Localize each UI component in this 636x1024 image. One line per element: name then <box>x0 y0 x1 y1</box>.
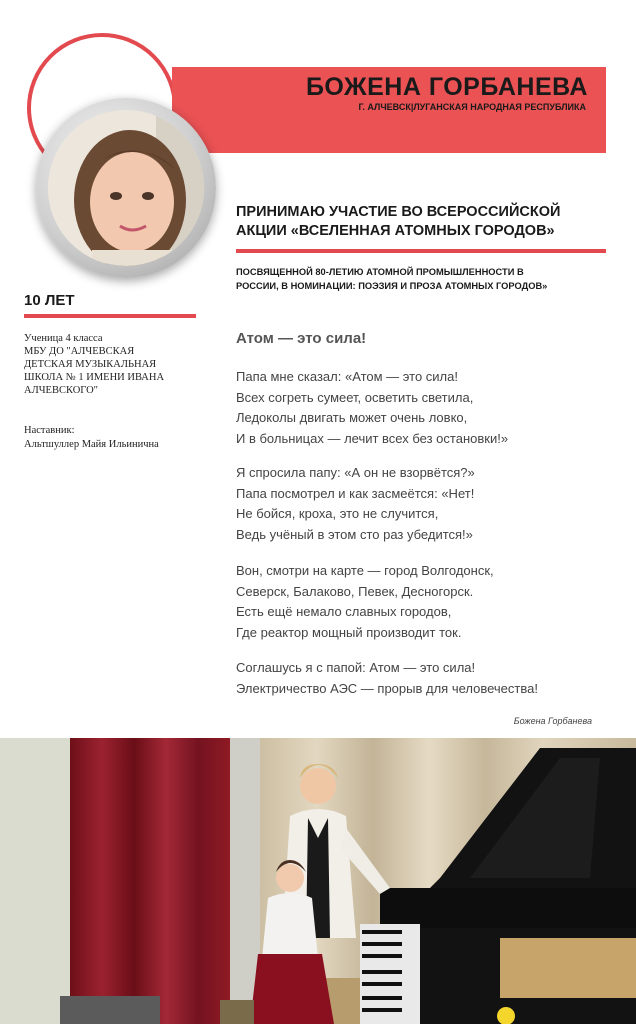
mentor-label: Наставник: <box>24 425 75 436</box>
event-dedication <box>236 265 608 293</box>
event-heading <box>236 203 608 241</box>
dedication-line1: ПОСВЯЩЕННОЙ 80-ЛЕТИЮ АТОМНОЙ ПРОМЫШЛЕННОСТИ В <box>236 267 524 277</box>
poem-line: Где реактор мощный производит ток. <box>236 624 462 640</box>
student-line: Ученица 4 класса <box>24 333 103 344</box>
age-divider <box>24 314 196 318</box>
event-heading-line1: ПРИНИМАЮ УЧАСТИЕ ВО ВСЕРОССИЙСКОЙ <box>236 204 561 220</box>
portrait-photo <box>48 110 204 266</box>
poem-line: Папа посмотрел и как засмеётся: «Нет! <box>236 485 475 501</box>
participant-location: Г. АЛЧЕВСК|ЛУГАНСКАЯ НАРОДНАЯ РЕСПУБЛИКА <box>358 102 586 112</box>
poem-stanza <box>236 658 616 699</box>
dedication-line2: РОССИИ, В НОМИНАЦИИ: ПОЭЗИЯ И ПРОЗА АТОМНЫХ ГОРОДОВ» <box>236 281 548 291</box>
poem-line: Ледоколы двигать может очень ловко, <box>236 410 468 425</box>
mentor-name: Альтшуллер Майя Ильинична <box>24 439 159 450</box>
participant-name: БОЖЕНА ГОРБАНЕВА <box>305 73 588 101</box>
portrait-illustration <box>48 110 204 266</box>
poem-signature: Божена Горбанева <box>513 716 592 726</box>
student-line: ШКОЛА № 1 ИМЕНИ ИВАНА <box>24 372 165 383</box>
poem-title: Атом — это сила! <box>236 330 367 347</box>
poem-line: Вон, смотри на карте — город Волгодонск, <box>236 563 494 578</box>
poem-line: Папа мне сказал: «Атом — это сила! <box>236 369 458 384</box>
poem-stanza <box>236 561 616 643</box>
heading-divider <box>236 249 606 253</box>
performance-illustration <box>0 738 636 1024</box>
student-info <box>24 332 204 397</box>
event-heading-line2: АКЦИИ «ВСЕЛЕННАЯ АТОМНЫХ ГОРОДОВ» <box>236 223 555 239</box>
poem-line: Северск, Балаково, Певек, Десногорск. <box>236 583 474 599</box>
student-line: АЛЧЕВСКОГО" <box>24 385 98 396</box>
poem-stanza <box>236 367 616 449</box>
poem-line: Я спросила папу: «А он не взорвётся?» <box>236 465 475 480</box>
poem-line: Электричество АЭС — прорыв для человечества! <box>236 680 538 696</box>
name-banner <box>172 67 606 153</box>
poem-line: Соглашусь я с папой: Атом — это сила! <box>236 660 476 675</box>
performance-photo <box>0 738 636 1024</box>
poem-line: Всех согреть сумеет, осветить светила, <box>236 389 474 405</box>
student-line: ДЕТСКАЯ МУЗЫКАЛЬНАЯ <box>24 359 157 370</box>
poem-stanza <box>236 463 616 545</box>
poem-line: Не бойся, кроха, это не случится, <box>236 506 439 521</box>
poem-line: Есть ещё немало славных городов, <box>236 604 452 619</box>
student-line: МБУ ДО "АЛЧЕВСКАЯ <box>24 346 135 357</box>
portrait-frame <box>36 98 216 278</box>
participant-age: 10 ЛЕТ <box>24 292 75 309</box>
poem-line: И в больницах — лечит всех без остановки!» <box>236 430 509 446</box>
poem-line: Ведь учёный в этом сто раз убедится!» <box>236 526 473 542</box>
